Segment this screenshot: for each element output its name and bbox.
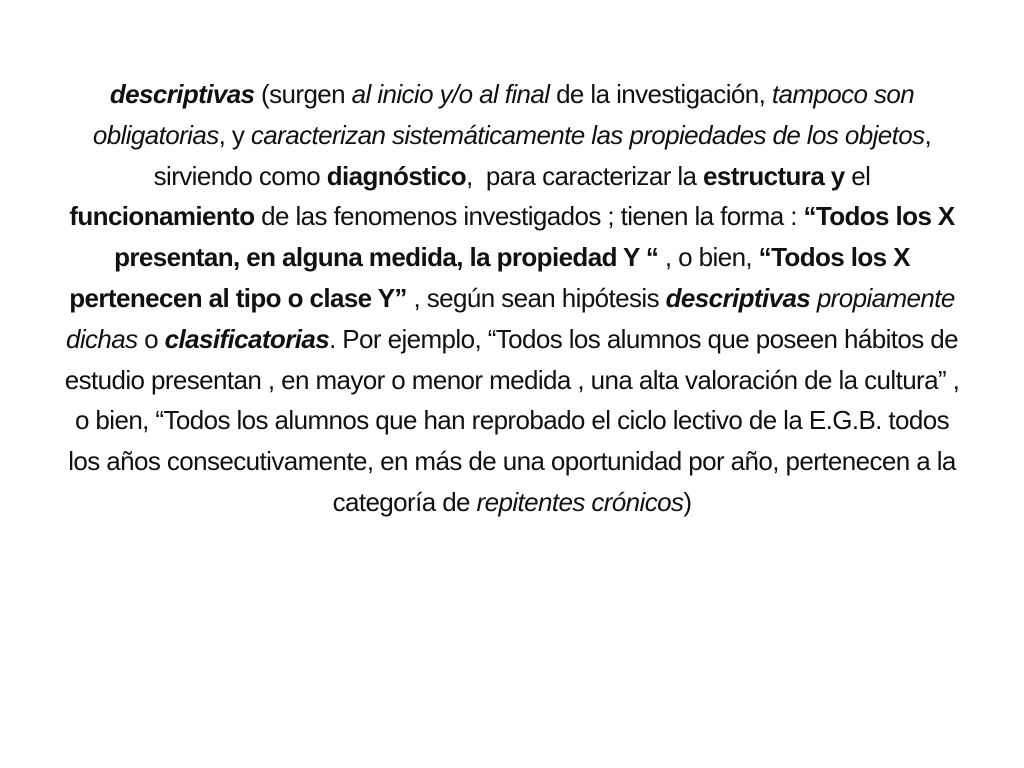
quote-form-clase: “Todos los X pertenecen al tipo o clase Y”: [69, 242, 917, 313]
term-descriptivas-2: descriptivas: [665, 282, 811, 313]
term-diagnostico: diagnóstico: [326, 160, 466, 191]
slide-paragraph: [62, 74, 966, 523]
text-segment: . Por ejemplo, “Todos los alumnos que poseen hábitos de estudio presentan , en mayor o menor medida , una alta valoración de la cultura” , o bien, “Todos los alumnos que han reprobado el ciclo lectivo de la E.G.B. todos los años consecutivamente, en más de una oportunidad por año, pertenecen a la categoría de: [64, 323, 966, 517]
term-descriptivas: descriptivas: [109, 79, 255, 109]
emphasis-repitentes: repitentes crónicos: [476, 486, 684, 517]
term-clasificatorias: clasificatorias: [164, 323, 330, 354]
text-segment: , para caracterizar la: [466, 160, 704, 191]
text-segment: (surgen: [254, 79, 352, 109]
emphasis-caracterizan: caracterizan sistemáticamente las propiedades de los objetos: [250, 119, 925, 150]
text-segment: , o bien,: [658, 242, 759, 273]
text-segment: ): [683, 486, 692, 517]
text-segment: de las fenomenos investigados ; tienen la forma :: [254, 201, 804, 232]
text-segment: de la investigación,: [549, 79, 772, 109]
text-segment: , según sean hipótesis: [406, 282, 666, 313]
emphasis-inicio-final: al inicio y/o al final: [351, 79, 550, 109]
text-segment: [810, 283, 817, 313]
text-segment: el: [844, 160, 877, 191]
quote-form-propiedad: “Todos los X presentan, en alguna medida, la propiedad Y “: [114, 201, 962, 273]
text-segment: , y: [218, 119, 251, 150]
emphasis-propiamente: propiamente dichas: [65, 282, 962, 354]
emphasis-no-obligatorias: tampoco son obligatorias: [92, 79, 921, 150]
term-funcionamiento: funcionamiento: [69, 201, 255, 232]
text-segment: , sirviendo como: [153, 119, 938, 191]
term-estructura: estructura y: [703, 160, 845, 191]
text-segment: o: [137, 323, 165, 354]
